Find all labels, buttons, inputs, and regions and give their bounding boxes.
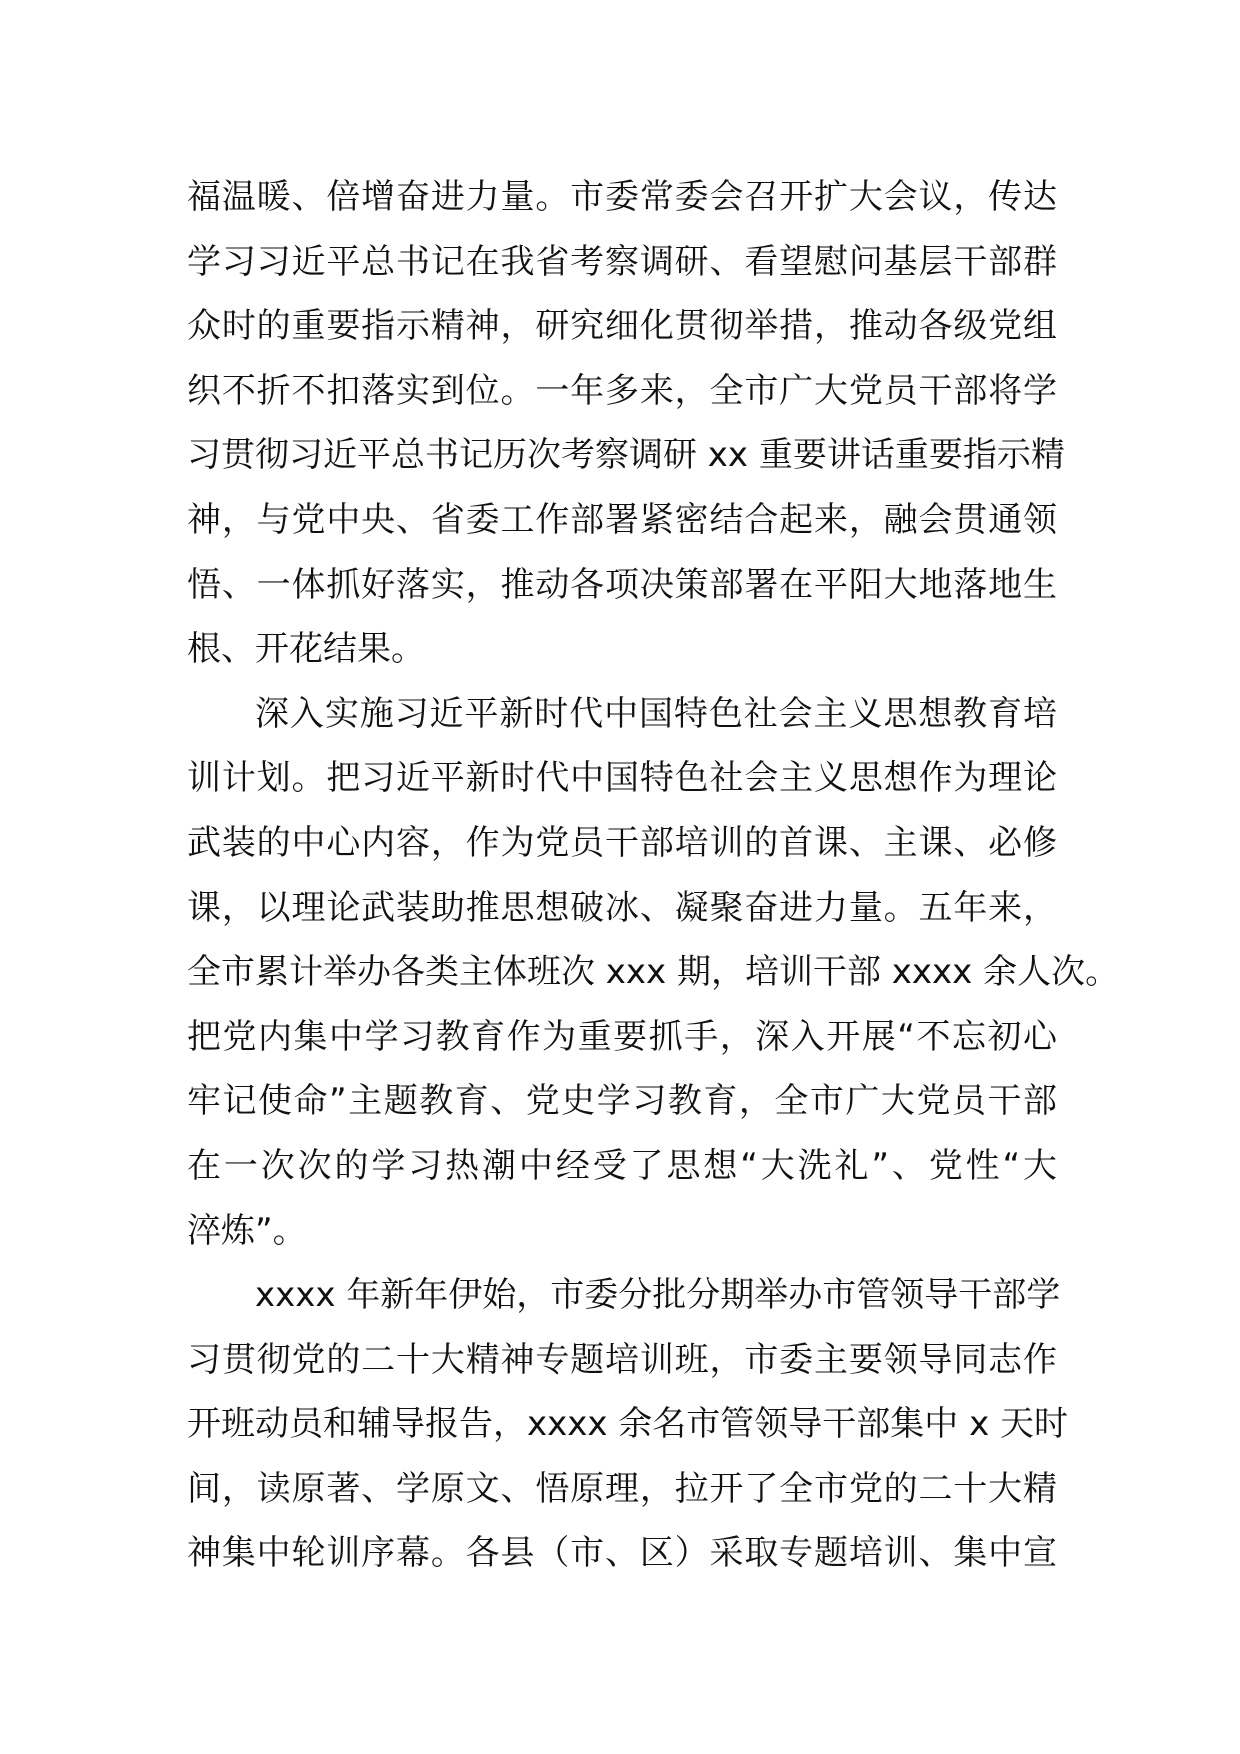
- text-line: 深入实施习近平新时代中国特色社会主义思想教育培: [255, 693, 1057, 734]
- text-line: 牢记使命”主题教育、党史学习教育，全市广大党员干部: [187, 1081, 1057, 1122]
- text-line: 众时的重要指示精神，研究细化贯彻举措，推动各级党组: [187, 306, 1057, 347]
- text-line: 全市累计举办各类主体班次 xxx 期，培训干部 xxxx 余人次。: [187, 952, 1120, 993]
- text-line: 福温暖、倍增奋进力量。市委常委会召开扩大会议，传达: [187, 177, 1057, 217]
- text-line: 武装的中心内容，作为党员干部培训的首课、主课、必修: [187, 822, 1057, 863]
- text-line: 习贯彻党的二十大精神专题培训班，市委主要领导同志作: [187, 1339, 1057, 1380]
- text-line: 悟、一体抓好落实，推动各项决策部署在平阳大地落地生: [187, 564, 1057, 605]
- text-line: 神，与党中央、省委工作部署紧密结合起来，融会贯通领: [187, 499, 1057, 540]
- text-line: 习贯彻习近平总书记历次考察调研 xx 重要讲话重要指示精: [187, 435, 1065, 476]
- text-line: 淬炼”。: [187, 1210, 307, 1251]
- document-body: [187, 165, 1120, 1586]
- text-line: xxxx 年新年伊始，市委分批分期举办市管领导干部学: [255, 1275, 1061, 1316]
- text-line: 在一次次的学习热潮中经受了思想“大洗礼”、党性“大: [187, 1145, 1057, 1186]
- text-line: 课，以理论武装助推思想破冰、凝聚奋进力量。五年来，: [187, 887, 1057, 928]
- paragraph-2: [187, 682, 1120, 1263]
- text-line: 间，读原著、学原文、悟原理，拉开了全市党的二十大精: [187, 1468, 1057, 1509]
- text-line: 神集中轮训序幕。各县（市、区）采取专题培训、集中宣: [187, 1533, 1057, 1574]
- paragraph-1: [187, 165, 1065, 682]
- text-line: 根、开花结果。: [187, 629, 425, 670]
- text-line: 训计划。把习近平新时代中国特色社会主义思想作为理论: [187, 758, 1057, 799]
- text-line: 学习习近平总书记在我省考察调研、看望慰问基层干部群: [187, 241, 1057, 282]
- text-line: 开班动员和辅导报告，xxxx 余名市管领导干部集中 x 天时: [187, 1404, 1069, 1445]
- text-line: 把党内集中学习教育作为重要抓手，深入开展“不忘初心: [187, 1016, 1057, 1057]
- text-line: 织不折不扣落实到位。一年多来，全市广大党员干部将学: [187, 370, 1057, 411]
- paragraph-3: [187, 1263, 1069, 1586]
